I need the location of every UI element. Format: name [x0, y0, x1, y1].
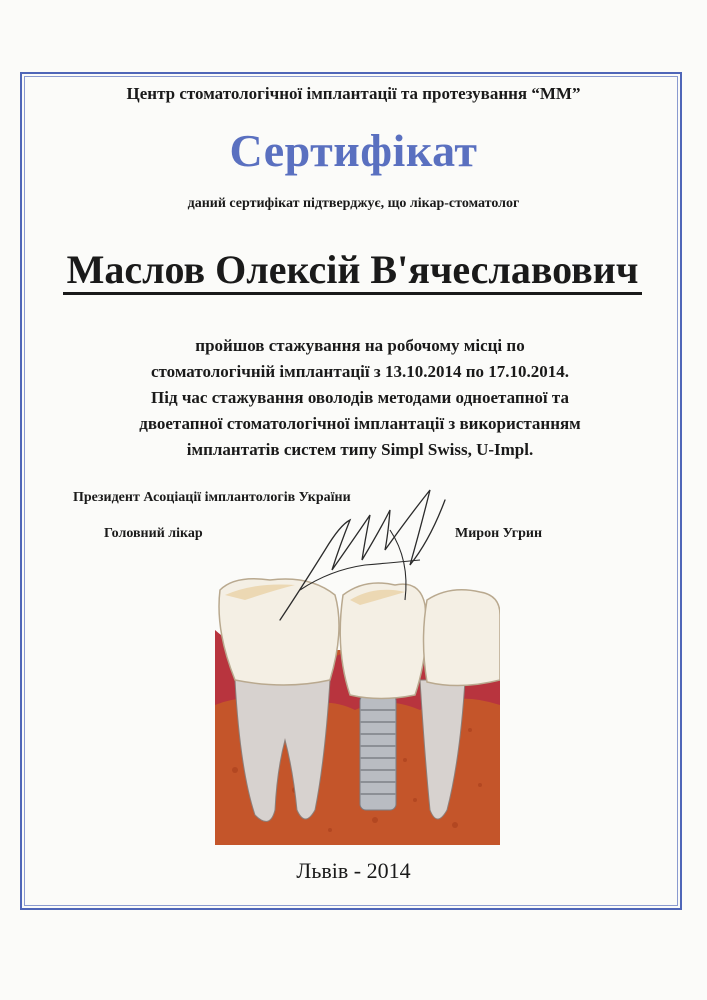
body-line: пройшов стажування на робочому місці по [195, 336, 525, 355]
implant-screw [360, 695, 396, 810]
recipient-name: Маслов Олексій В'ячеславович [63, 248, 643, 295]
certificate-title: Сертифікат [229, 125, 478, 176]
signer-name: Мирон Угрин [455, 526, 543, 541]
chief-doctor-label: Головний лікар [104, 526, 203, 541]
body-line: Під час стажування оволодів методами одноетапної та [151, 388, 569, 407]
president-label: Президент Асоціації імплантологів України [73, 490, 351, 505]
city-year: Львів - 2014 [296, 858, 411, 883]
certificate-subtitle: даний сертифікат підтверджує, що лікар-стоматолог [187, 196, 520, 211]
recipient-name-block [30, 248, 675, 300]
body-line: двоетапної стоматологічної імплантації з використанням [139, 414, 581, 433]
handwritten-signature [270, 470, 470, 630]
certificate-body [50, 333, 670, 463]
body-line: стоматологічній імплантації з 13.10.2014 по 17.10.2014. [150, 362, 569, 381]
body-line: імплантатів систем типу Simpl Swiss, U-Impl. [186, 440, 534, 459]
organization-name: Центр стоматологічної імплантації та протезування “ММ” [126, 84, 581, 103]
